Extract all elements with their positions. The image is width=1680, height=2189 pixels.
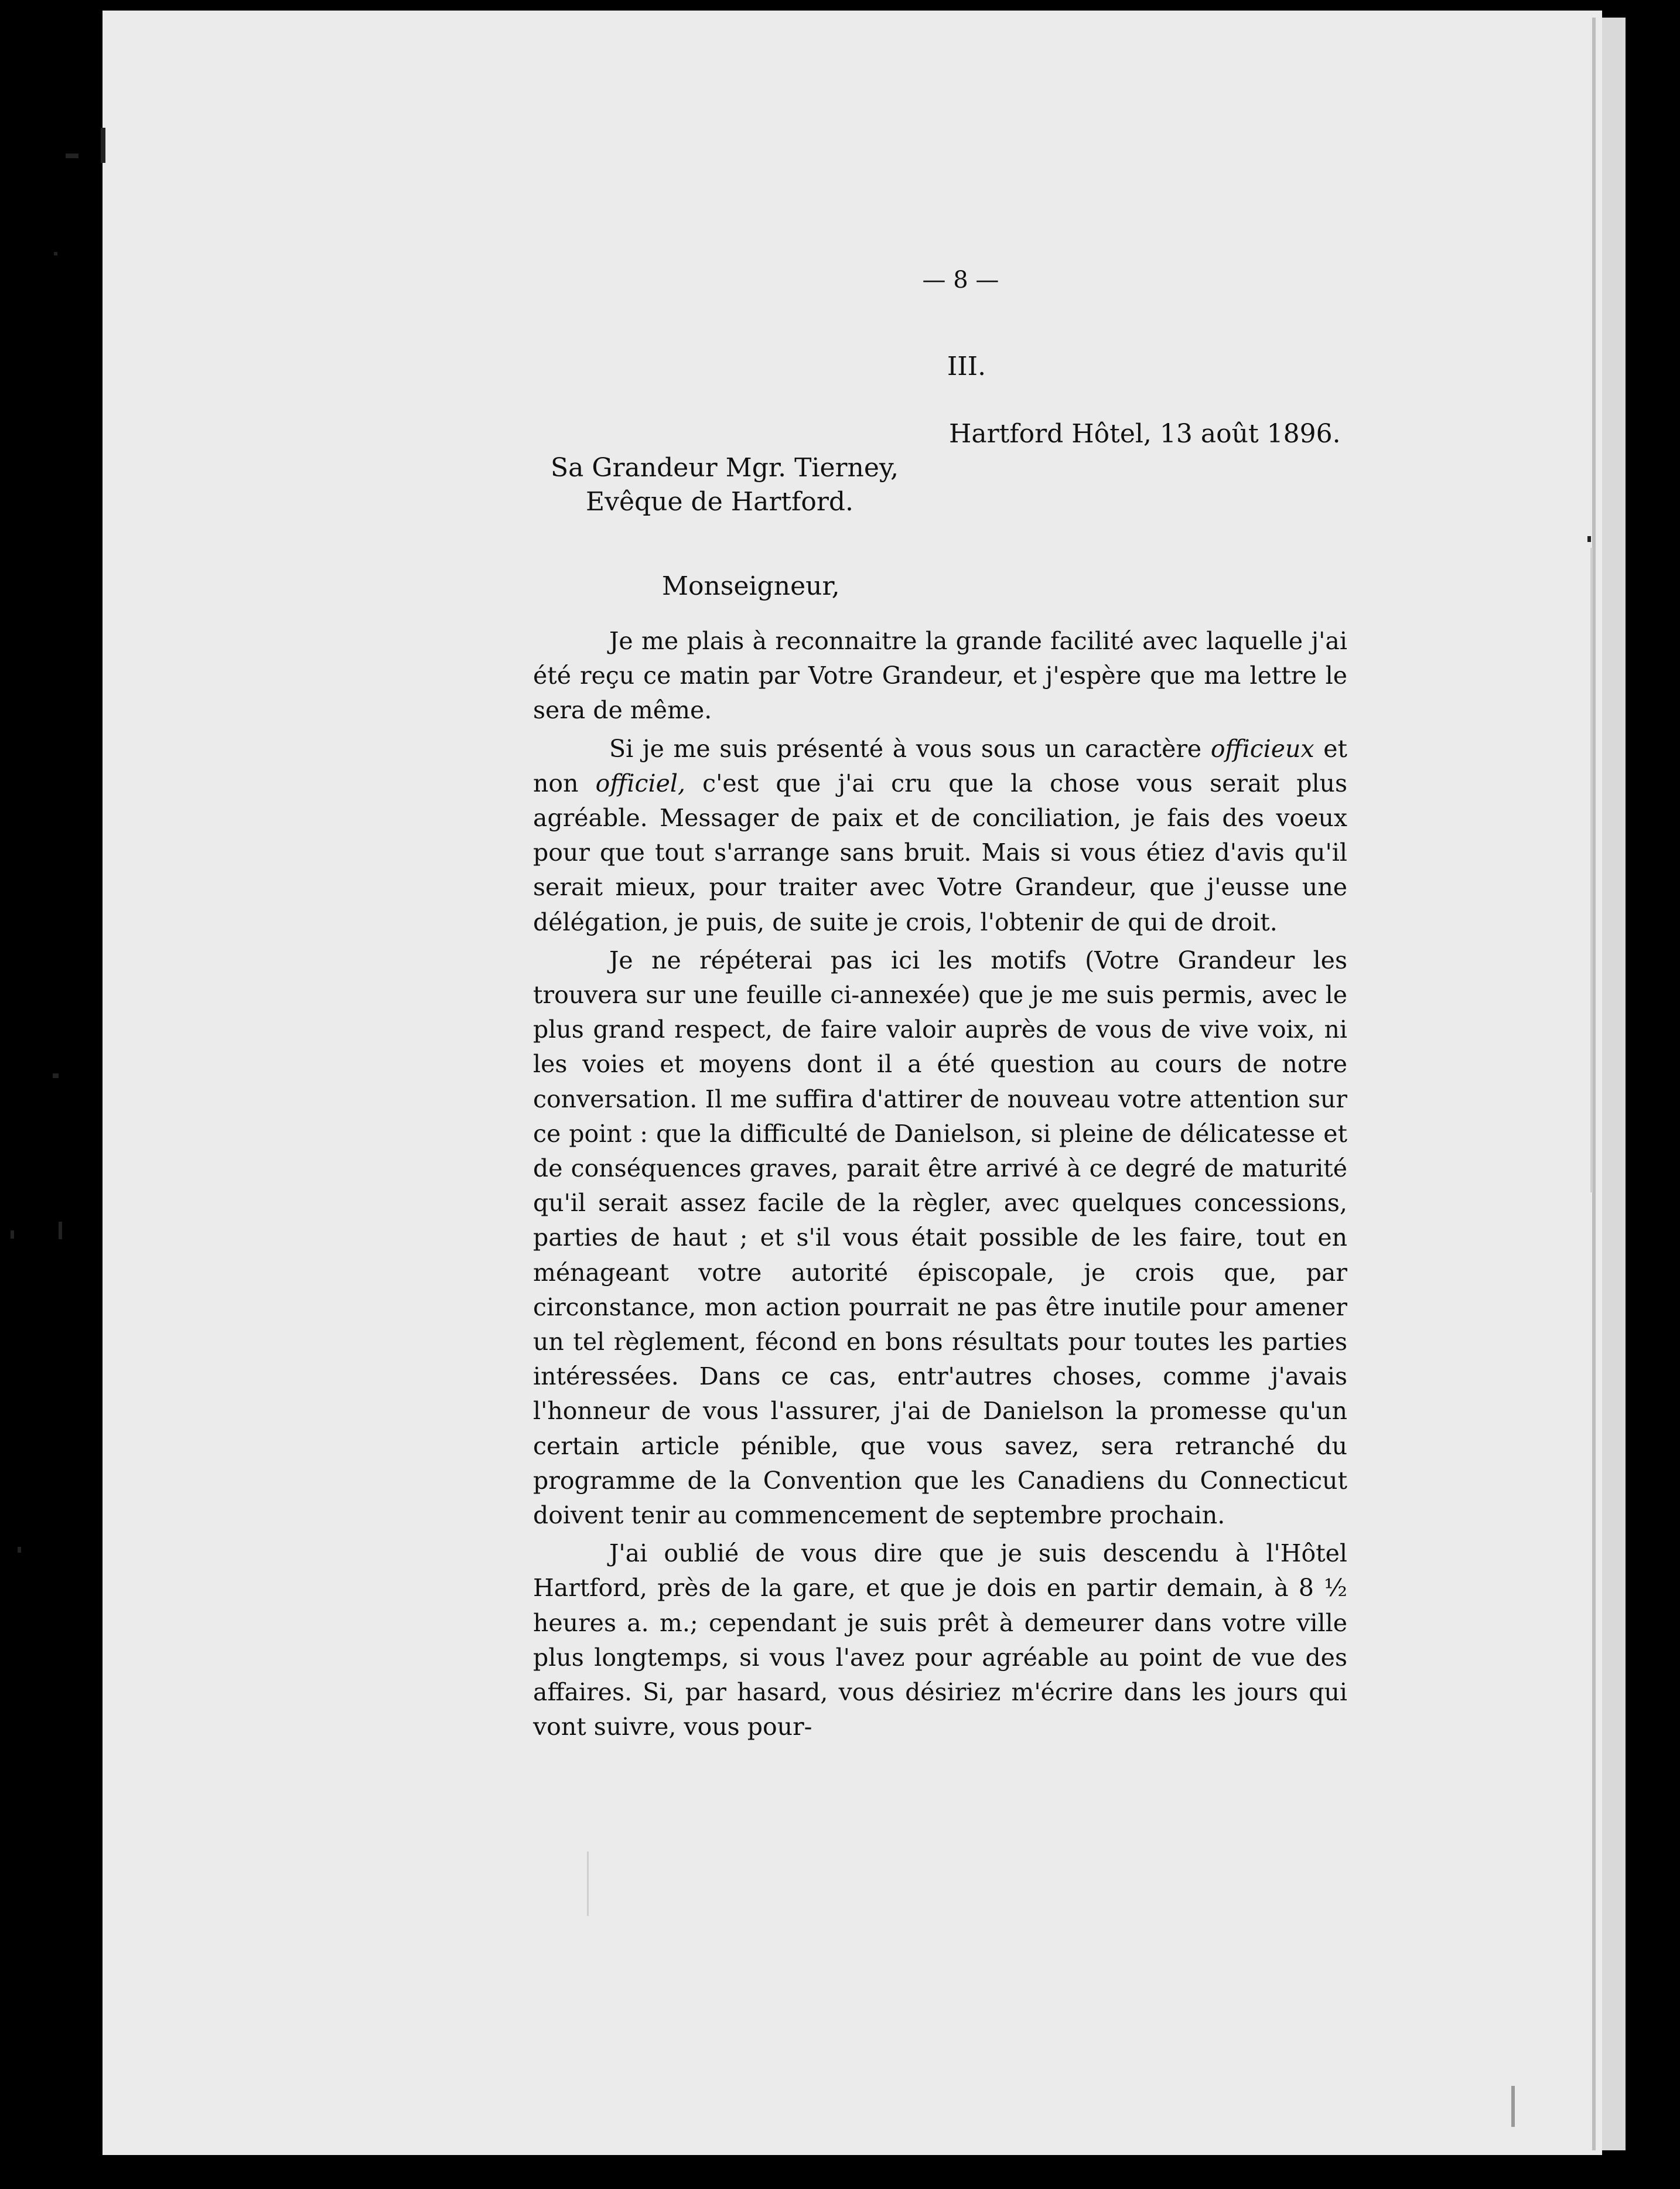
paragraph-4: J'ai oublié de vous dire que je suis descendu à l'Hôtel Hartford, près de la gare, et que je dois en partir demain, à 8 ½ heures a. m.; cependant je suis prêt à demeurer dans votre ville plus longtemps, si vous l'avez pour agréable au point de vue des affaires. Si, par hasard, vous désiriez m'écrire dans les jours qui vont suivre, vous pour- <box>533 1539 1347 1741</box>
scan-speck <box>1587 536 1591 542</box>
date-line: Hartford Hôtel, 13 août 1896. <box>949 419 1341 449</box>
recipient-title: Evêque de Hartford. <box>586 487 854 517</box>
scan-speck <box>53 1073 59 1078</box>
scan-speck <box>11 1230 14 1239</box>
recipient-block <box>551 451 899 519</box>
paragraph-2-part-1: Si je me suis présenté à vous sous un caractère <box>609 734 1211 763</box>
recipient-name: Sa Grandeur Mgr. Tierney, <box>551 453 899 483</box>
margin-line-mark <box>587 1852 589 1916</box>
margin-line-mark <box>1511 2086 1515 2127</box>
paragraph-2-italic-2: officiel, <box>595 769 686 797</box>
scan-speck <box>18 1547 21 1553</box>
section-number: III. <box>947 352 986 381</box>
scan-speck <box>59 1222 62 1239</box>
paragraph-3: Je ne répéterai pas ici les motifs (Votre Grandeur les trouvera sur une feuille ci-annexée) que je me suis permis, avec le plus grand respect, de faire valoir auprès de vous de vive voix, ni les voies et moyens dont il a été question au cours de notre conversation. Il me suffira d'attirer de nouveau votre attention sur ce point : que la difficulté de Danielson, si pleine de délicatesse et de conséquences graves, parait être arrivé à ce degré de maturité qu'il serait assez facile de la règler, avec quelques concessions, parties de haut ; et s'il vous était possible de les faire, tout en ménageant votre autorité épiscopale, je crois que, par circonstance, mon action pourrait ne pas être inutile pour amener un tel règlement, fécond en bons résultats pour toutes les parties intéressées. Dans ce cas, entr'autres choses, comme j'avais l'honneur de vous l'assurer, j'ai de Danielson la promesse qu'un certain article pénible, que vous savez, sera retranché du programme de la Convention que les Canadiens du Connecticut doivent tenir au commencement de septembre prochain. <box>533 946 1347 1530</box>
letter-body <box>533 624 1347 1745</box>
paragraph-2 <box>533 732 1347 940</box>
salutation: Monseigneur, <box>662 571 840 601</box>
margin-line-mark <box>1590 548 1593 1192</box>
scan-speck <box>101 128 105 163</box>
scan-speck <box>66 154 78 158</box>
scan-speck <box>54 252 57 255</box>
paragraph-2-italic-1: officieux <box>1210 734 1314 763</box>
paragraph-2-part-3: c'est que j'ai cru que la chose vous serait plus agréable. Messager de paix et de conciliation, je fais des voeux pour que tout s'arrange sans bruit. Mais si vous étiez d'avis qu'il serait mieux, pour traiter avec Votre Grandeur, que j'eusse une délégation, je puis, de suite je crois, l'obtenir de qui de droit. <box>533 769 1348 936</box>
paragraph-2-part-2: et non <box>533 734 1347 797</box>
paragraph-1: Je me plais à reconnaitre la grande facilité avec laquelle j'ai été reçu ce matin par Votre Grandeur, et j'espère que ma lettre le sera de même. <box>533 627 1347 725</box>
next-page-edge <box>1602 18 1626 2150</box>
page-number: — 8 — <box>922 267 999 294</box>
